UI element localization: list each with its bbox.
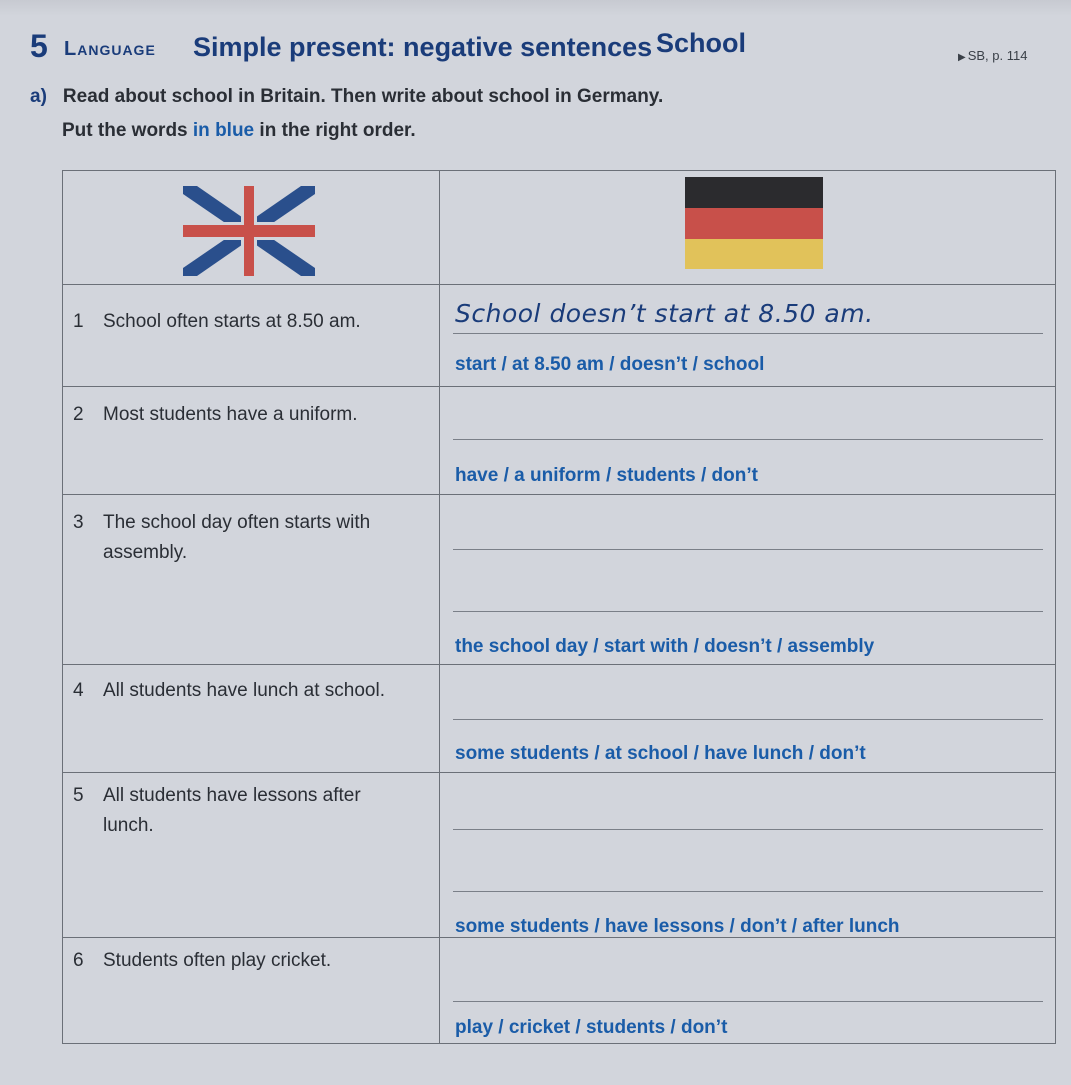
answer-line-5a[interactable] (453, 829, 1043, 830)
exercise-topic: School (656, 28, 747, 58)
answer-line-1[interactable] (453, 333, 1043, 334)
row-number: 3 (73, 512, 84, 533)
word-prompt-3: the school day / start with / doesn’t / assembly (455, 636, 875, 657)
germany-flag-icon (685, 177, 823, 269)
exercise-tag: Language (64, 38, 156, 60)
word-prompt-1: start / at 8.50 am / doesn’t / school (455, 354, 765, 375)
row-divider (63, 386, 1055, 387)
statement-5 (73, 781, 428, 841)
row-divider (63, 284, 1055, 285)
instruction-a-text: Read about school in Britain. Then write about school in Germany. (62, 86, 664, 107)
answer-text-1: School doesn’t start at 8.50 am. (455, 299, 874, 328)
answer-line-2[interactable] (453, 439, 1043, 440)
statement-3 (73, 508, 428, 568)
instruction-b (62, 120, 416, 142)
statement-text: All students have lessons after (103, 785, 361, 806)
exercise-header (30, 28, 1050, 68)
row-number: 4 (73, 680, 84, 701)
answer-line-5b[interactable] (453, 891, 1043, 892)
instruction-b-prefix: Put the words (62, 120, 193, 141)
row-divider (63, 937, 1055, 938)
instruction-b-suffix: in the right order. (254, 120, 416, 141)
statement-text: The school day often starts with (103, 512, 371, 533)
statement-4 (73, 676, 428, 706)
row-divider (63, 772, 1055, 773)
play-arrow-icon: ▶ (958, 52, 966, 63)
student-book-reference (958, 48, 1027, 63)
row-divider (63, 664, 1055, 665)
row-number: 6 (73, 950, 84, 971)
word-prompt-6: play / cricket / students / don’t (455, 1017, 728, 1038)
statement-2 (73, 400, 428, 430)
word-prompt-5: some students / have lessons / don’t / after lunch (455, 916, 900, 937)
answer-line-6[interactable] (453, 1001, 1043, 1002)
answer-line-4[interactable] (453, 719, 1043, 720)
row-number: 2 (73, 404, 84, 425)
answer-line-3b[interactable] (453, 611, 1043, 612)
word-prompt-4: some students / at school / have lunch / don’t (455, 743, 866, 764)
statement-text: Students often play cricket. (103, 950, 332, 971)
row-number: 1 (73, 311, 84, 332)
reference-text: SB, p. 114 (967, 48, 1028, 63)
exercise-title: Simple present: negative sentences (193, 32, 653, 62)
instruction-a (30, 86, 663, 108)
statement-text-continued: lunch. (103, 815, 154, 836)
statement-text: All students have lunch at school. (103, 680, 386, 701)
statement-text: Most students have a uniform. (103, 404, 358, 425)
exercise-table (62, 170, 1056, 1044)
word-prompt-2: have / a uniform / students / don’t (455, 465, 758, 486)
statement-6 (73, 946, 428, 976)
answer-line-3a[interactable] (453, 549, 1043, 550)
instruction-b-highlight: in blue (192, 120, 255, 141)
exercise-number: 5 (30, 28, 48, 64)
row-number: 5 (73, 785, 84, 806)
column-divider (439, 171, 440, 1043)
statement-text-continued: assembly. (103, 542, 188, 563)
row-divider (63, 494, 1055, 495)
uk-flag-icon (183, 186, 315, 276)
statement-text: School often starts at 8.50 am. (103, 311, 361, 332)
page-edge (0, 0, 1071, 16)
instruction-letter: a) (30, 86, 47, 107)
statement-1 (73, 307, 428, 337)
